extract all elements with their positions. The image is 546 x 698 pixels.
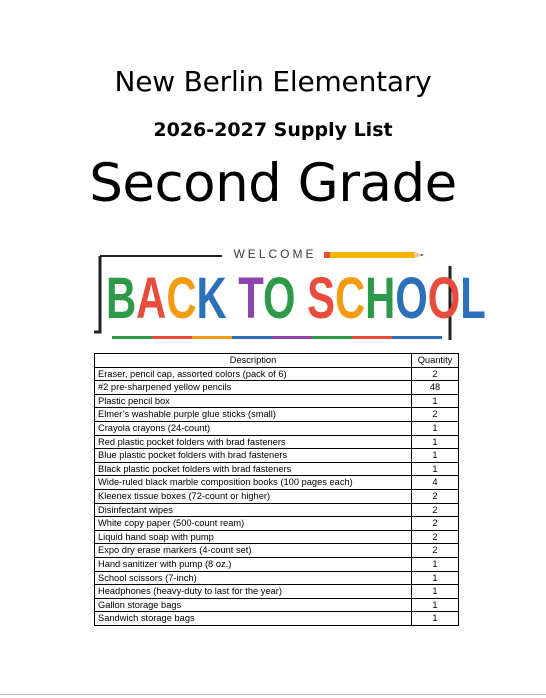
item-description: White copy paper (500-count ream) xyxy=(95,517,412,531)
item-description: Elmer’s washable purple glue sticks (small) xyxy=(95,408,412,422)
item-description: Headphones (heavy-duty to last for the year) xyxy=(95,585,412,599)
table-row xyxy=(95,530,459,544)
item-description: Red plastic pocket folders with brad fasteners xyxy=(95,435,412,449)
table-row xyxy=(95,449,459,463)
item-quantity: 1 xyxy=(412,435,459,449)
table-row xyxy=(95,489,459,503)
banner-letter: B xyxy=(106,266,137,331)
banner-letter: T xyxy=(238,266,264,331)
banner-letter xyxy=(227,266,239,331)
page-bottom-border xyxy=(0,694,546,695)
item-description: Black plastic pocket folders with brad fasteners xyxy=(95,462,412,476)
banner-letter: C xyxy=(334,266,366,331)
table-row xyxy=(95,503,459,517)
banner-letter: H xyxy=(365,266,396,331)
table-row xyxy=(95,544,459,558)
banner-letter xyxy=(296,266,308,331)
item-description: Liquid hand soap with pump xyxy=(95,530,412,544)
table-row xyxy=(95,557,459,571)
item-description: Kleenex tissue boxes (72-count or higher) xyxy=(95,489,412,503)
item-quantity: 2 xyxy=(412,489,459,503)
item-quantity: 2 xyxy=(412,367,459,381)
table-row xyxy=(95,408,459,422)
item-description: School scissors (7-inch) xyxy=(95,571,412,585)
item-quantity: 1 xyxy=(412,612,459,626)
school-name: New Berlin Elementary xyxy=(114,65,432,98)
item-description: #2 pre-sharpened yellow pencils xyxy=(95,381,412,395)
back-to-school-banner xyxy=(92,244,486,342)
item-quantity: 1 xyxy=(412,571,459,585)
grade-title: Second Grade xyxy=(89,153,457,214)
item-quantity: 1 xyxy=(412,557,459,571)
welcome-text: WELCOME xyxy=(233,247,317,261)
item-description: Plastic pencil box xyxy=(95,394,412,408)
supply-table xyxy=(94,353,459,626)
item-quantity: 4 xyxy=(412,476,459,490)
banner-letter: C xyxy=(166,266,197,331)
table-row xyxy=(95,462,459,476)
header-quantity: Quantity xyxy=(412,354,459,368)
table-row xyxy=(95,517,459,531)
item-quantity: 48 xyxy=(412,381,459,395)
item-description: Blue plastic pocket folders with brad fasteners xyxy=(95,449,412,463)
table-row xyxy=(95,394,459,408)
color-stripe xyxy=(112,336,442,339)
item-quantity: 2 xyxy=(412,503,459,517)
table-header-row xyxy=(95,354,459,368)
item-quantity: 1 xyxy=(412,585,459,599)
banner-letter: A xyxy=(136,266,167,331)
header-description: Description xyxy=(95,354,412,368)
table-row xyxy=(95,585,459,599)
item-quantity: 2 xyxy=(412,517,459,531)
supply-list-title: 2026-2027 Supply List xyxy=(153,119,393,141)
item-quantity: 1 xyxy=(412,421,459,435)
item-description: Crayola crayons (24-count) xyxy=(95,421,412,435)
item-description: Hand sanitizer with pump (8 oz.) xyxy=(95,557,412,571)
item-quantity: 2 xyxy=(412,544,459,558)
table-row xyxy=(95,598,459,612)
item-quantity: 2 xyxy=(412,408,459,422)
banner-letter: K xyxy=(196,266,227,331)
table-row xyxy=(95,367,459,381)
item-quantity: 1 xyxy=(412,394,459,408)
item-description: Wide-ruled black marble composition books (100 pages each) xyxy=(95,476,412,490)
item-quantity: 1 xyxy=(412,449,459,463)
item-description: Expo dry erase markers (4-count set) xyxy=(95,544,412,558)
table-row xyxy=(95,421,459,435)
item-quantity: 2 xyxy=(412,530,459,544)
table-row xyxy=(95,476,459,490)
banner-letter: O xyxy=(427,266,461,331)
table-row xyxy=(95,435,459,449)
item-description: Sandwich storage bags xyxy=(95,612,412,626)
item-quantity: 1 xyxy=(412,462,459,476)
item-description: Gallon storage bags xyxy=(95,598,412,612)
item-description: Eraser, pencil cap, assorted colors (pack of 6) xyxy=(95,367,412,381)
table-row xyxy=(95,612,459,626)
item-description: Disinfectant wipes xyxy=(95,503,412,517)
banner-letter: O xyxy=(263,266,296,331)
banner-letter: L xyxy=(460,266,486,331)
banner-letter: O xyxy=(395,266,428,331)
item-quantity: 1 xyxy=(412,598,459,612)
banner-letter: S xyxy=(307,266,335,331)
back-to-school-text xyxy=(106,264,486,334)
table-row xyxy=(95,571,459,585)
table-row xyxy=(95,381,459,395)
